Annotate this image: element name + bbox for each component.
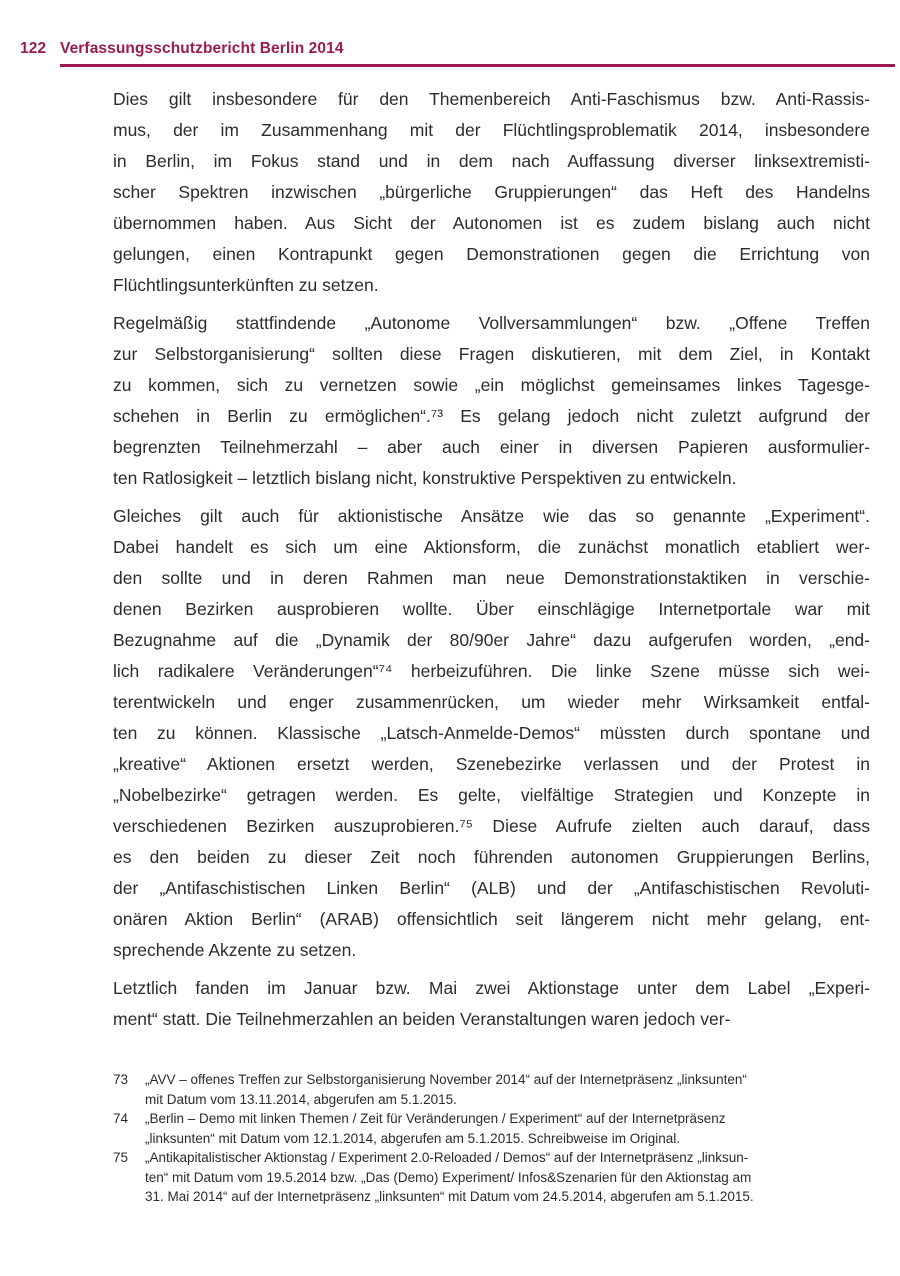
footnote-line: ten“ mit Datum vom 19.5.2014 bzw. „Das (Demo) Experiment/ Infos&Szenarien für den Aktionstag am	[145, 1169, 752, 1185]
text-line: scher Spektren inzwischen „bürgerliche Gruppierungen“ das Heft des Handelns	[113, 182, 870, 202]
footnote-line: 31. Mai 2014“ auf der Internetpräsenz „linksunten“ mit Datum vom 24.5.2014, abgerufen am 5.1.2015.	[145, 1189, 754, 1204]
text-line: „kreative“ Aktionen ersetzt werden, Szenebezirke verlassen und der Protest in	[113, 754, 870, 774]
text-line: Dabei handelt es sich um eine Aktionsform, die zunächst monatlich etabliert wer-	[113, 537, 870, 557]
text-line: lich radikalere Veränderungen“⁷⁴ herbeizuführen. Die linke Szene müsse sich wei-	[113, 661, 870, 681]
footnote-number: 74	[113, 1111, 129, 1126]
header-title: Verfassungsschutzbericht Berlin 2014	[60, 40, 344, 57]
text-line: begrenzten Teilnehmerzahl – aber auch einer in diversen Papieren ausformulier-	[113, 437, 870, 457]
footnote-line: mit Datum vom 13.11.2014, abgerufen am 5.1.2015.	[145, 1091, 457, 1107]
paragraph	[113, 973, 870, 1035]
text-line: zu kommen, sich zu vernetzen sowie „ein möglichst gemeinsames linkes Tagesge-	[113, 375, 870, 395]
footnote-line: „Berlin – Demo mit linken Themen / Zeit für Veränderungen / Experiment“ auf der Internetpräsenz	[145, 1111, 726, 1126]
text-line: in Berlin, im Fokus stand und in dem nach Auffassung diverser linksextremisti-	[113, 151, 870, 171]
footnote-line: „linksunten“ mit Datum vom 12.1.2014, abgerufen am 5.1.2015. Schreibweise im Original.	[145, 1130, 681, 1146]
text-line: ten Ratlosigkeit – letztlich bislang nicht, konstruktive Perspektiven zu entwickeln.	[113, 468, 737, 488]
text-line: „Nobelbezirke“ getragen werden. Es gelte, vielfältige Strategien und Konzepte in	[113, 785, 870, 805]
text-line: Regelmäßig stattfindende „Autonome Vollversammlungen“ bzw. „Offene Treffen	[113, 313, 870, 333]
footnote-line: „AVV – offenes Treffen zur Selbstorganisierung November 2014“ auf der Internetpräsenz „linksunten“	[145, 1072, 747, 1087]
paragraph	[113, 84, 870, 301]
footnote-text	[145, 1109, 858, 1148]
text-line: Bezugnahme auf die „Dynamik der 80/90er Jahre“ dazu aufgerufen worden, „end-	[113, 630, 870, 650]
text-line: Gleiches gilt auch für aktionistische Ansätze wie das so genannte „Experiment“.	[113, 506, 870, 526]
text-line: schehen in Berlin zu ermöglichen“.⁷³ Es gelang jedoch nicht zuletzt aufgrund der	[113, 406, 870, 426]
text-line: übernommen haben. Aus Sicht der Autonomen ist es zudem bislang auch nicht	[113, 213, 870, 233]
text-line: Letztlich fanden im Januar bzw. Mai zwei Aktionstage unter dem Label „Experi-	[113, 978, 870, 998]
footnote	[113, 1109, 858, 1148]
footnote	[113, 1070, 858, 1109]
footnote	[113, 1148, 858, 1207]
text-line: gelungen, einen Kontrapunkt gegen Demonstrationen gegen die Errichtung von	[113, 244, 870, 264]
header-rule	[60, 64, 895, 67]
page-number: 122	[20, 40, 47, 57]
text-line: Dies gilt insbesondere für den Themenbereich Anti-Faschismus bzw. Anti-Rassis-	[113, 89, 870, 109]
text-line: terentwickeln und enger zusammenrücken, um wieder mehr Wirksamkeit entfal-	[113, 692, 870, 712]
text-line: der „Antifaschistischen Linken Berlin“ (ALB) und der „Antifaschistischen Revoluti-	[113, 878, 870, 898]
footnote-line: „Antikapitalistischer Aktionstag / Experiment 2.0-Reloaded / Demos“ auf der Internetpräsenz „linksun-	[145, 1150, 749, 1165]
footnote-text	[145, 1070, 858, 1109]
paragraph	[113, 501, 870, 966]
text-line: den sollte und in deren Rahmen man neue Demonstrationstaktiken in verschie-	[113, 568, 870, 588]
page-header	[20, 40, 344, 58]
footnote-number: 75	[113, 1150, 129, 1165]
footnote-text	[145, 1148, 858, 1207]
paragraph	[113, 308, 870, 494]
text-line: ment“ statt. Die Teilnehmerzahlen an beiden Veranstaltungen waren jedoch ver-	[113, 1009, 731, 1029]
footnote-number: 73	[113, 1072, 129, 1087]
footnotes	[113, 1070, 858, 1207]
text-line: ten zu können. Klassische „Latsch-Anmelde-Demos“ müssten durch spontane und	[113, 723, 870, 743]
text-line: zur Selbstorganisierung“ sollten diese Fragen diskutieren, mit dem Ziel, in Kontakt	[113, 344, 870, 364]
text-line: es den beiden zu dieser Zeit noch führenden autonomen Gruppierungen Berlins,	[113, 847, 870, 867]
text-line: onären Aktion Berlin“ (ARAB) offensichtlich seit längerem nicht mehr gelang, ent-	[113, 909, 870, 929]
text-line: Flüchtlingsunterkünften zu setzen.	[113, 275, 379, 295]
text-line: verschiedenen Bezirken auszuprobieren.⁷⁵ Diese Aufrufe zielten auch darauf, dass	[113, 816, 870, 836]
body-text	[113, 84, 870, 1042]
text-line: sprechende Akzente zu setzen.	[113, 940, 357, 960]
text-line: denen Bezirken ausprobieren wollte. Über einschlägige Internetportale war mit	[113, 599, 870, 619]
text-line: mus, der im Zusammenhang mit der Flüchtlingsproblematik 2014, insbesondere	[113, 120, 870, 140]
